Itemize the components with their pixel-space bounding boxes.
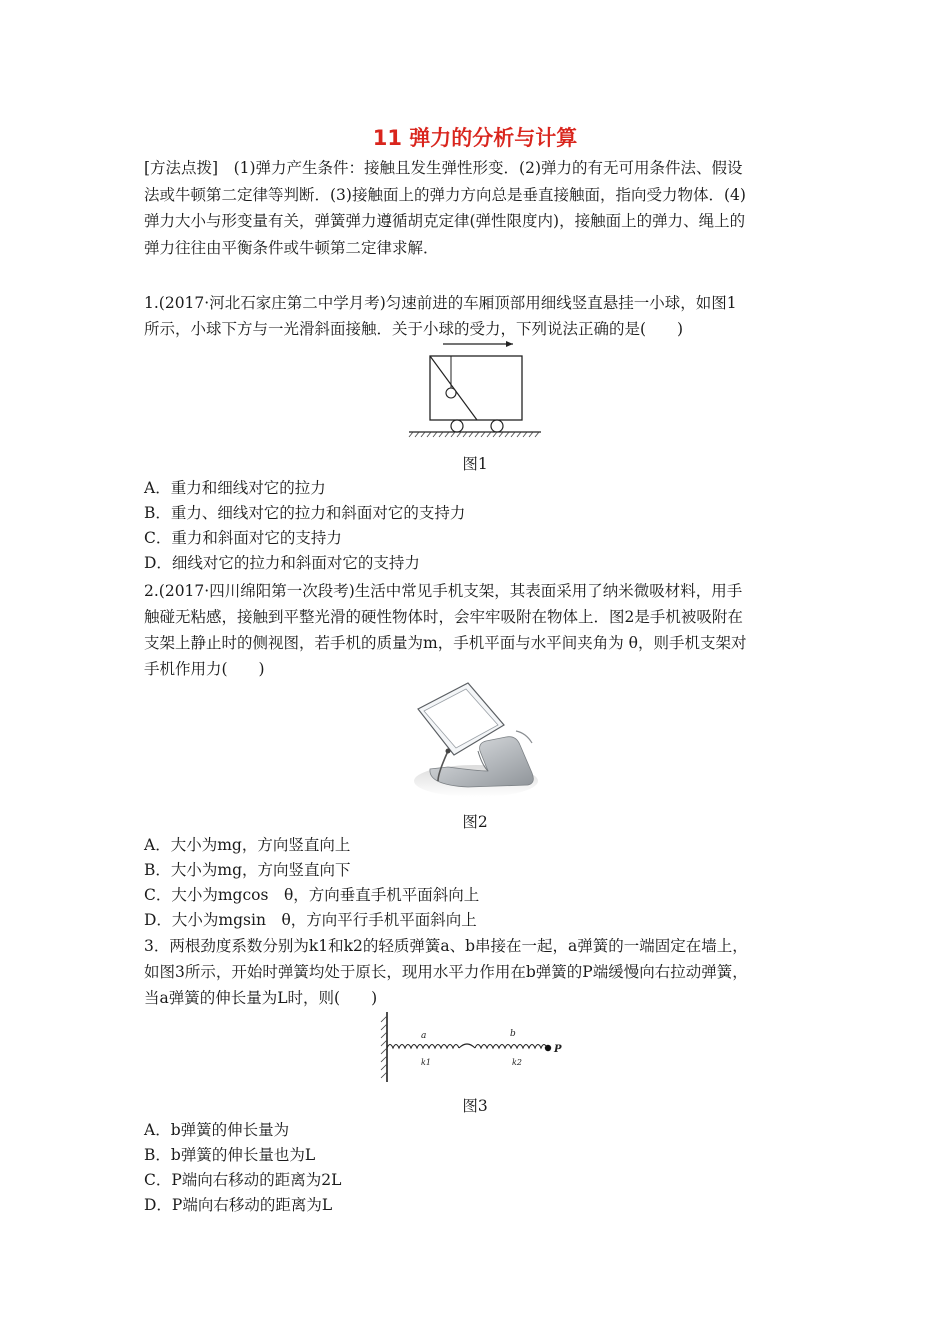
p-end-label: P: [554, 1044, 562, 1055]
q1-line-1: 1.(2017·河北石家庄第二中学月考)匀速前进的车厢顶部用细线竖直悬挂一小球，如图1: [144, 294, 737, 312]
q1-line-2: 所示，小球下方与一光滑斜面接触．关于小球的受力，下列说法正确的是( ): [144, 320, 684, 338]
spring-b-label: b: [510, 1029, 516, 1039]
figure-3-caption: 图3: [462, 1097, 488, 1115]
page-title: 11 弹力的分析与计算: [372, 126, 578, 150]
k2-label: k2: [512, 1058, 522, 1067]
k1-label: k1: [421, 1058, 431, 1067]
q2-option-a: A．大小为mg，方向竖直向上: [144, 836, 351, 854]
figure-1-cart: [405, 336, 545, 441]
q3-option-b: B．b弹簧的伸长量也为L: [144, 1146, 316, 1164]
method-line-1: [方法点拨] (1)弹力产生条件：接触且发生弹性形变．(2)弹力的有无可用条件法、假设: [144, 159, 743, 177]
method-line-3: 弹力大小与形变量有关，弹簧弹力遵循胡克定律(弹性限度内)，接触面上的弹力、绳上的: [144, 212, 746, 230]
q3-line-3: 当a弹簧的伸长量为L时，则( ): [144, 989, 378, 1007]
q1-option-c: C．重力和斜面对它的支持力: [144, 529, 342, 547]
figure-2-caption: 图2: [462, 813, 488, 831]
q1-option-a: A．重力和细线对它的拉力: [144, 479, 326, 497]
q2-line-3: 支架上静止时的侧视图，若手机的质量为m，手机平面与水平间夹角为 θ，则手机支架对: [144, 634, 747, 652]
q2-line-1: 2.(2017·四川绵阳第一次段考)生活中常见手机支架，其表面采用了纳米微吸材料，用手: [144, 582, 743, 600]
q2-line-2: 触碰无粘感，接触到平整光滑的硬性物体时，会牢牢吸附在物体上．图2是手机被吸附在: [144, 608, 743, 626]
method-line-2: 法或牛顿第二定律等判断．(3)接触面上的弹力方向总是垂直接触面，指向受力物体．(4): [144, 186, 746, 204]
q2-option-c: C．大小为mgcos θ，方向垂直手机平面斜向上: [144, 886, 480, 904]
q2-option-d: D．大小为mgsin θ，方向平行手机平面斜向上: [144, 911, 477, 929]
figure-1-caption: 图1: [462, 455, 488, 473]
q1-option-b: B．重力、细线对它的拉力和斜面对它的支持力: [144, 504, 466, 522]
q1-option-d: D．细线对它的拉力和斜面对它的支持力: [144, 554, 420, 572]
figure-3-springs: [375, 1010, 575, 1085]
q2-option-b: B．大小为mg，方向竖直向下: [144, 861, 351, 879]
q2-line-4: 手机作用力( ): [144, 660, 265, 678]
figure-2-phone-stand: [408, 681, 542, 801]
q3-option-c: C．P端向右移动的距离为2L: [144, 1171, 342, 1189]
q3-option-d: D．P端向右移动的距离为L: [144, 1196, 333, 1214]
q3-option-a: A．b弹簧的伸长量为: [144, 1121, 290, 1139]
q3-line-1: 3．两根劲度系数分别为k1和k2的轻质弹簧a、b串接在一起，a弹簧的一端固定在墙上，: [144, 937, 748, 955]
spring-a-label: a: [421, 1031, 427, 1041]
q3-line-2: 如图3所示，开始时弹簧均处于原长，现用水平力作用在b弹簧的P端缓慢向右拉动弹簧，: [144, 963, 748, 981]
method-line-4: 弹力往往由平衡条件或牛顿第二定律求解．: [144, 239, 439, 257]
